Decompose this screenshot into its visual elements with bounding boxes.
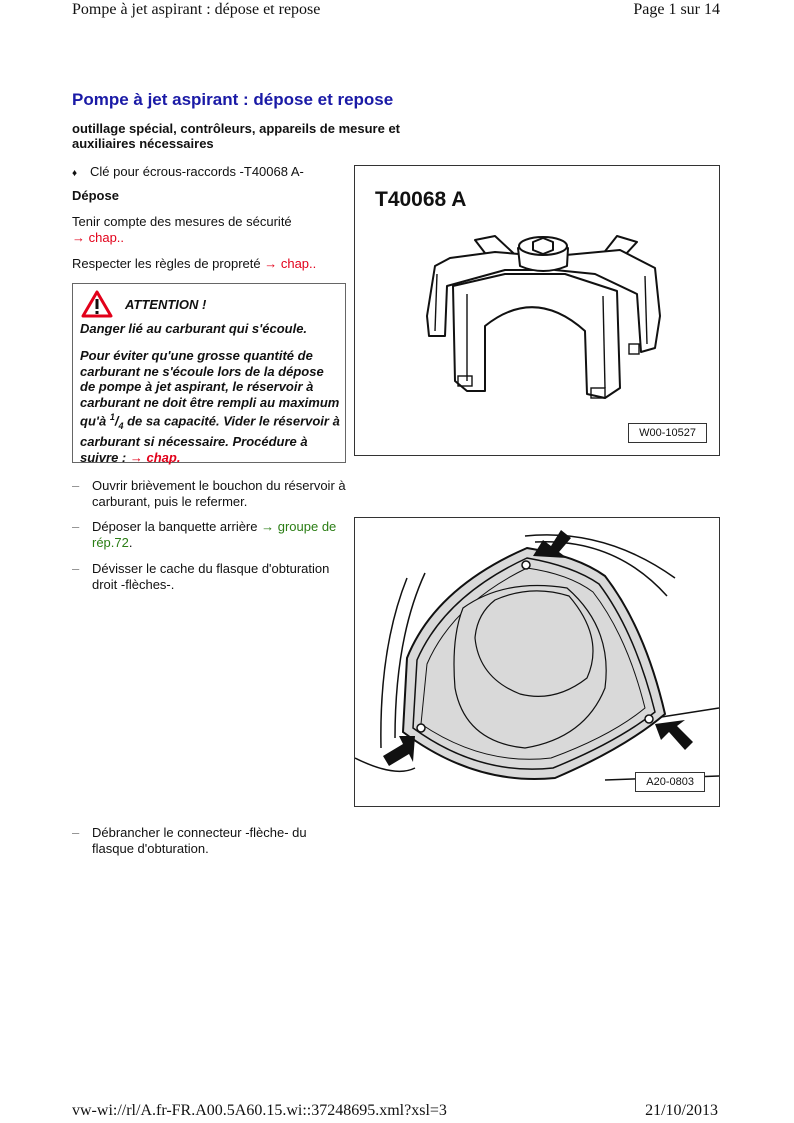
figure-code: W00-10527	[628, 423, 707, 443]
dash-marker: –	[72, 825, 80, 840]
warning-line2: Pour éviter qu'une grosse quantité de carburant ne s'écoule lors de la dépose de pompe à jet aspirant, le réservoir à carburant ne doit être rempli au maximum qu'à $^1/_4$ de sa capacité. Vider le réservoir à carburant si nécessaire. Procédure à suivre : → chap.	[80, 348, 340, 465]
step-remove-seat	[72, 519, 352, 551]
clean-link[interactable]: → chap..	[264, 256, 317, 271]
page-header-title: Pompe à jet aspirant : dépose et repose	[72, 1, 321, 18]
warning-label: ATTENTION !	[125, 296, 207, 312]
safety-link[interactable]: → chap..	[72, 230, 125, 245]
fraction-numerator: 1	[109, 412, 115, 422]
warning-box	[72, 283, 346, 463]
clean-text: Respecter les règles de propreté	[72, 256, 261, 271]
warning-header	[81, 290, 206, 318]
step-text-wrap	[92, 519, 352, 551]
tool-title: T40068 A	[375, 188, 467, 211]
dash-marker: –	[72, 561, 80, 576]
section-subtitle: outillage spécial, contrôleurs, appareils de mesure et auxiliaires nécessaires	[72, 121, 401, 151]
warning-triangle-icon	[81, 290, 113, 318]
depose-heading: Dépose	[72, 188, 119, 203]
page-number: Page 1 sur 14	[633, 1, 720, 18]
step-text: Débrancher le connecteur -flèche- du flasque d'obturation.	[92, 825, 307, 856]
step-text: Dévisser le cache du flasque d'obturation droit -flèches-.	[92, 561, 330, 592]
cleanliness-paragraph	[72, 256, 316, 271]
figure-flange-cover	[354, 517, 720, 807]
page-footer-date: 21/10/2013	[645, 1102, 718, 1119]
figure-tool-wrench	[354, 165, 720, 456]
step-disconnect-connector	[72, 825, 352, 857]
step-unscrew-cover	[72, 561, 352, 593]
safety-paragraph	[72, 214, 342, 246]
step-open-cap	[72, 478, 347, 510]
warning-text-part1: Pour éviter qu'une grosse quantité de carburant ne s'écoule lors de la dépose de pompe à jet aspirant, le réservoir à carburant ne doit être rempli au maximum qu'à	[80, 348, 340, 429]
warning-line1: Danger lié au carburant qui s'écoule.	[80, 321, 308, 336]
tool-list-item	[72, 164, 304, 179]
flange-drawing	[355, 518, 719, 806]
fraction-denominator: 4	[118, 420, 124, 431]
warning-link[interactable]: → chap.	[129, 449, 181, 465]
figure-code: A20-0803	[635, 772, 705, 792]
safety-text: Tenir compte des mesures de sécurité	[72, 214, 292, 229]
tool-item-text: Clé pour écrous-raccords -T40068 A-	[90, 164, 304, 179]
dash-marker: –	[72, 519, 80, 534]
step-after: .	[128, 535, 133, 550]
step-text: Déposer la banquette arrière	[92, 519, 258, 534]
group-link[interactable]: → groupe de rép.72	[92, 519, 337, 550]
page-title: Pompe à jet aspirant : dépose et repose	[72, 90, 394, 109]
diamond-bullet-icon: ♦	[72, 168, 78, 179]
warning-text-part2: de sa capacité. Vider le réservoir à carburant si nécessaire. Procédure à suivre :	[80, 413, 340, 465]
step-text: Ouvrir brièvement le bouchon du réservoir à carburant, puis le refermer.	[92, 478, 346, 509]
dash-marker: –	[72, 478, 80, 493]
page-footer-url: vw-wi://rl/A.fr-FR.A00.5A60.15.wi::37248695.xml?xsl=3	[72, 1102, 447, 1119]
